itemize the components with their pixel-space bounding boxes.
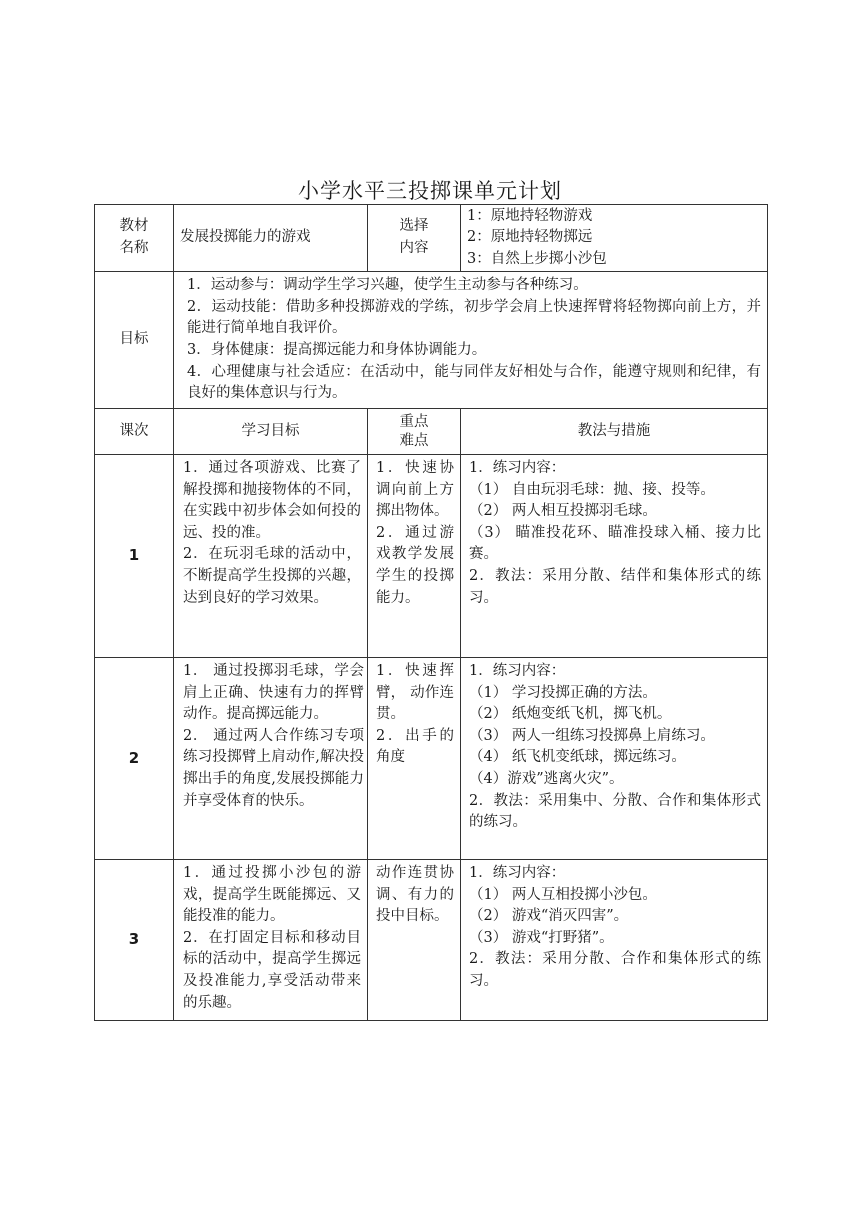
material-label: 教材 名称 bbox=[119, 218, 149, 256]
objective-item: 2． 通过两人合作练习专项练习投掷臂上肩动作,解决投掷出手的角度,发展投掷能力并享受体育的快乐。 bbox=[183, 727, 364, 809]
goal-item: 2．运动技能：借助多种投掷游戏的学练，初步学会肩上快速挥臂将轻物掷向前上方，并能进行简单地自我评价。 bbox=[187, 298, 761, 337]
choice-label-cell bbox=[368, 205, 461, 272]
method-item: （3） 游戏“打野猪”。 bbox=[469, 929, 614, 946]
key-point-item: 动作连贯协调、有力的投中目标。 bbox=[376, 865, 454, 925]
lesson-number: 3 bbox=[128, 930, 140, 949]
column-header-lesson: 课次 bbox=[95, 409, 174, 455]
method-item: （4） 纸飞机变纸球，掷远练习。 bbox=[469, 749, 686, 766]
goals-content-cell bbox=[174, 272, 768, 409]
objective-item: 1．通过各项游戏、比赛了解投掷和抛接物体的不同，在实践中初步体会如何投的远、投的准。 bbox=[183, 460, 361, 541]
lesson-objectives-cell bbox=[174, 658, 368, 860]
lesson-key-points-cell bbox=[368, 860, 461, 1021]
lesson-key-points-cell bbox=[368, 455, 461, 658]
method-item: 1．练习内容： bbox=[469, 865, 566, 881]
method-item: （1） 两人互相投掷小沙包。 bbox=[469, 886, 657, 903]
method-item: （2） 两人相互投掷羽毛球。 bbox=[469, 503, 657, 520]
lesson-number-cell bbox=[95, 658, 174, 860]
objective-item: 2．在打固定目标和移动目标的活动中，提高学生掷远及投准能力,享受活动带来的乐趣。 bbox=[183, 929, 361, 1011]
method-item: 2．教法：采用分散、合作和集体形式的练习。 bbox=[469, 951, 761, 989]
lesson-row bbox=[95, 658, 768, 860]
choice-item: 3：自然上步掷小沙包 bbox=[467, 250, 607, 267]
goals-row bbox=[95, 272, 768, 409]
key-point-item: 2．通过游戏教学发展学生的投掷能力。 bbox=[376, 524, 454, 606]
material-value: 发展投掷能力的游戏 bbox=[180, 229, 311, 246]
objective-item: 1． 通过投掷羽毛球，学会肩上正确、快速有力的挥臂动作。提高掷远能力。 bbox=[183, 663, 364, 723]
method-item: （1） 自由玩羽毛球：抛、接、投等。 bbox=[469, 481, 715, 498]
column-header-objective: 学习目标 bbox=[174, 409, 368, 455]
column-header-row bbox=[95, 409, 768, 455]
method-item: （1） 学习投掷正确的方法。 bbox=[469, 684, 657, 701]
lesson-row bbox=[95, 860, 768, 1021]
lesson-key-points-cell bbox=[368, 658, 461, 860]
method-item: （3） 瞄准投花环、瞄准投球入桶、接力比赛。 bbox=[469, 524, 761, 563]
method-item: （3） 两人一组练习投掷鼻上肩练习。 bbox=[469, 727, 715, 744]
document-title: 小学水平三投掷课单元计划 bbox=[298, 179, 562, 203]
choice-label: 选择 内容 bbox=[399, 218, 429, 256]
lesson-number-cell bbox=[95, 455, 174, 658]
material-value-cell bbox=[174, 205, 368, 272]
lesson-number: 1 bbox=[128, 546, 140, 565]
method-item: （2） 游戏“消灭四害”。 bbox=[469, 908, 629, 925]
lesson-methods-cell bbox=[461, 860, 768, 1021]
method-item: （2） 纸炮变纸飞机，掷飞机。 bbox=[469, 706, 672, 723]
objective-item: 2．在玩羽毛球的活动中，不断提高学生投掷的兴趣，达到良好的学习效果。 bbox=[183, 546, 361, 606]
lesson-methods-cell bbox=[461, 658, 768, 860]
choice-items-cell bbox=[461, 205, 768, 272]
lesson-methods-cell bbox=[461, 455, 768, 658]
goals-label: 目标 bbox=[119, 331, 149, 348]
choice-item: 1：原地持轻物游戏 bbox=[467, 207, 593, 224]
key-point-item: 2．出手的角度 bbox=[376, 727, 454, 766]
key-point-item: 1．快速挥臂， 动作连贯。 bbox=[376, 663, 454, 723]
method-item: 2．教法：采用分散、结伴和集体形式的练习。 bbox=[469, 567, 761, 606]
choice-item: 2：原地持轻物掷远 bbox=[467, 229, 593, 246]
method-item: 1．练习内容： bbox=[469, 460, 566, 476]
objective-item: 1．通过投掷小沙包的游戏，提高学生既能掷远、又能投准的能力。 bbox=[183, 865, 361, 925]
method-item: （4）游戏”逃离火灾”。 bbox=[469, 770, 624, 787]
key-point-item: 1．快速协调向前上方掷出物体。 bbox=[376, 460, 454, 520]
unit-plan-table bbox=[94, 204, 768, 1021]
material-label-cell bbox=[95, 205, 174, 272]
goals-label-cell bbox=[95, 272, 174, 409]
lesson-objectives-cell bbox=[174, 860, 368, 1021]
lesson-row bbox=[95, 455, 768, 658]
goal-item: 4．心理健康与社会适应：在活动中，能与同伴友好相处与合作，能遵守规则和纪律，有良好的集体意识与行为。 bbox=[187, 363, 761, 402]
header-row bbox=[95, 205, 768, 272]
lesson-number: 2 bbox=[128, 748, 140, 767]
column-header-key-points: 重点 难点 bbox=[368, 409, 461, 455]
lesson-objectives-cell bbox=[174, 455, 368, 658]
column-header-methods: 教法与措施 bbox=[461, 409, 768, 455]
method-item: 1．练习内容： bbox=[469, 663, 566, 679]
goal-item: 1．运动参与：调动学生学习兴趣，使学生主动参与各种练习。 bbox=[187, 277, 588, 294]
lesson-number-cell bbox=[95, 860, 174, 1021]
goal-item: 3．身体健康：提高掷远能力和身体协调能力。 bbox=[187, 342, 487, 358]
method-item: 2．教法：采用集中、分散、合作和集体形式的练习。 bbox=[469, 792, 761, 831]
